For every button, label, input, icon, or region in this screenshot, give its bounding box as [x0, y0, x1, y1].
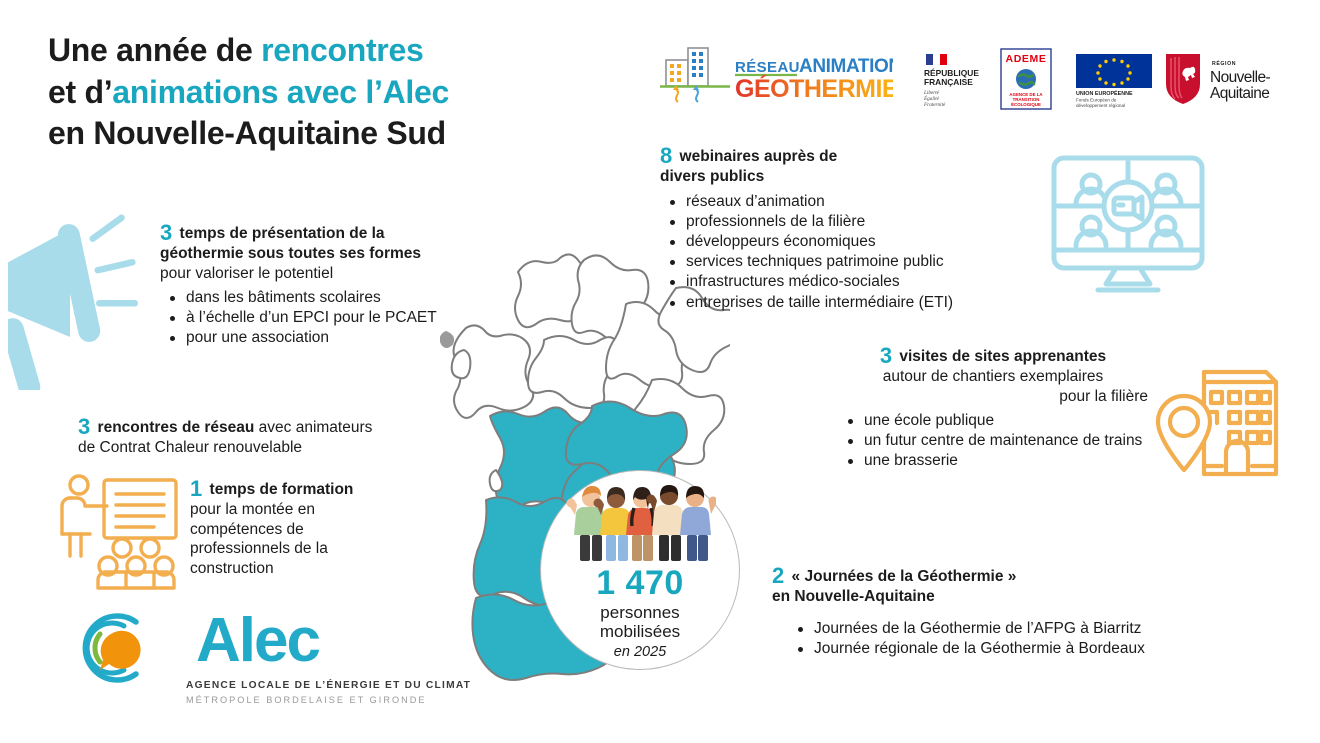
eu-flag-svg	[1068, 52, 1160, 108]
svg-text:RÉGION: RÉGION	[1212, 61, 1237, 67]
list-item: à l’échelle d’un EPCI pour le PCAET	[186, 308, 470, 327]
stat-label-line-1: personnes	[600, 603, 680, 622]
block-presentation-heading	[160, 222, 470, 264]
training-classroom-icon	[58, 470, 183, 592]
logo-union-europeenne	[1068, 52, 1160, 108]
list-item: réseaux d’animation	[686, 192, 1080, 211]
stat-number: 1 470	[596, 564, 684, 602]
svg-text:AGENCE DE LA: AGENCE DE LA	[1009, 92, 1043, 97]
list-item: une brasserie	[864, 451, 1148, 470]
logo-alec	[78, 606, 472, 718]
title-line-1-plain: Une année de	[48, 32, 262, 68]
list-item: une école publique	[864, 411, 1148, 430]
svg-text:FRANÇAISE: FRANÇAISE	[924, 77, 973, 87]
svg-text:Fonds Européen de: Fonds Européen de	[1076, 97, 1117, 103]
stat-year: en 2025	[613, 644, 667, 661]
logo-ademe	[1000, 48, 1052, 110]
block-reseau-heading-rest: rencontres de réseau	[93, 419, 255, 436]
svg-text:Égalité: Égalité	[924, 96, 939, 102]
block-visites-bullets	[838, 411, 1148, 471]
alec-wordmark: Alec	[196, 606, 319, 675]
block-reseau-sub: de Contrat Chaleur renouvelable	[78, 439, 303, 456]
svg-text:RÉPUBLIQUE: RÉPUBLIQUE	[924, 68, 979, 78]
logo-word-geothermie: GÉOTHERMIE	[735, 75, 893, 103]
block-presentation-heading-rest: temps de présentation de la	[175, 225, 385, 242]
block-formation-heading-rest: temps de formation	[205, 481, 354, 498]
svg-text:Fraternité: Fraternité	[924, 102, 946, 108]
block-presentation-heading-line2: géothermie sous toutes ses formes	[160, 245, 421, 262]
ademe-svg	[1000, 48, 1052, 110]
block-formation	[190, 478, 405, 578]
svg-text:développement régional: développement régional	[1076, 103, 1126, 108]
block-journees-number: 2	[772, 563, 785, 588]
list-item: pour une association	[186, 328, 470, 347]
stat-label-line-2: mobilisées	[599, 622, 681, 642]
block-formation-number: 1	[190, 476, 203, 501]
list-item: un futur centre de maintenance de trains	[864, 431, 1148, 450]
title-line-2-plain: et d’	[48, 73, 113, 110]
training-svg	[58, 470, 183, 592]
svg-text:ADEME: ADEME	[1005, 53, 1047, 65]
block-webinaires-heading-rest: webinaires auprès de	[675, 148, 838, 165]
list-item: Journées de la Géothermie de l’AFPG à Biarritz	[814, 619, 1252, 638]
block-formation-heading	[190, 478, 405, 500]
title-line-2	[48, 72, 608, 114]
logo-republique-francaise	[922, 52, 990, 108]
block-webinaires-heading	[660, 145, 1080, 187]
block-journees-geothermie	[772, 565, 1252, 659]
title-line-1	[48, 30, 608, 72]
block-presentation	[160, 222, 470, 349]
reseau-geothermie-logo-svg	[658, 42, 893, 104]
highlight-stat-circle	[540, 470, 740, 670]
block-reseau-heading	[78, 416, 458, 438]
alec-tagline-2: MÉTROPOLE BORDELAISE ET GIRONDE	[186, 695, 427, 705]
list-item: développeurs économiques	[686, 232, 1080, 251]
svg-text:Nouvelle-: Nouvelle-	[1210, 69, 1271, 86]
block-journees-bullets	[772, 619, 1252, 658]
block-visites-heading-rest: visites de sites apprenantes	[895, 348, 1107, 365]
block-webinaires	[660, 145, 1080, 313]
page-title	[48, 30, 608, 155]
block-webinaires-number: 8	[660, 143, 673, 168]
block-presentation-sub: pour valoriser le potentiel	[160, 264, 334, 282]
building-location-pin-icon	[1146, 356, 1291, 501]
logo-word-animation: ANIMATION	[799, 56, 893, 77]
list-item: entreprises de taille intermédiaire (ETI)	[686, 293, 1080, 312]
block-webinaires-heading-line2: divers publics	[660, 168, 765, 185]
logo-region-nouvelle-aquitaine	[1160, 50, 1278, 108]
block-webinaires-bullets	[660, 192, 1080, 312]
list-item: infrastructures médico-sociales	[686, 272, 1080, 291]
alec-tagline-1: AGENCE LOCALE DE L’ÉNERGIE ET DU CLIMAT	[186, 680, 472, 691]
block-journees-heading-rest: « Journées de la Géothermie »	[787, 568, 1017, 585]
block-visites-number: 3	[879, 343, 893, 368]
svg-text:ÉCOLOGIQUE: ÉCOLOGIQUE	[1011, 102, 1041, 107]
svg-text:TRANSITION: TRANSITION	[1012, 97, 1040, 102]
list-item: professionnels de la filière	[686, 212, 1080, 231]
megaphone-icon	[8, 205, 168, 390]
block-rencontres-reseau	[78, 416, 458, 458]
list-item: services techniques patrimoine public	[686, 252, 1080, 271]
block-visites-sub-2: pour la filière	[1059, 387, 1148, 405]
block-presentation-bullets	[160, 288, 470, 348]
list-item: dans les bâtiments scolaires	[186, 288, 470, 307]
block-journees-heading-line2: en Nouvelle-Aquitaine	[772, 588, 935, 605]
svg-text:UNION EUROPÉENNE: UNION EUROPÉENNE	[1076, 91, 1133, 97]
title-line-2-accent: animations avec l’Alec	[112, 73, 449, 110]
title-line-3: en Nouvelle-Aquitaine Sud	[48, 115, 446, 152]
svg-text:Aquitaine: Aquitaine	[1210, 85, 1270, 102]
list-item: Journée régionale de la Géothermie à Bordeaux	[814, 639, 1252, 658]
block-visites	[838, 345, 1148, 472]
megaphone-svg	[8, 205, 168, 390]
block-journees-heading	[772, 565, 1252, 607]
republique-francaise-svg	[922, 52, 990, 108]
alec-mark-icon	[78, 612, 188, 692]
building-pin-svg	[1146, 356, 1291, 501]
logo-word-reseau: RÉSEAU	[735, 59, 800, 76]
block-visites-sub-1: autour de chantiers exemplaires	[882, 368, 1104, 385]
logo-reseau-animation-geothermie	[658, 42, 893, 104]
block-reseau-number: 3	[78, 414, 91, 439]
title-line-1-accent: rencontres	[261, 32, 424, 68]
block-reseau-heading-tail: avec animateurs	[254, 419, 373, 436]
svg-text:Liberté: Liberté	[924, 90, 939, 96]
stat-label	[600, 603, 680, 641]
people-group-illustration	[564, 481, 716, 563]
region-na-svg	[1160, 50, 1278, 108]
block-visites-heading	[838, 345, 1148, 367]
block-formation-sub: pour la montée en compétences de professionnels de la construction	[190, 501, 328, 577]
block-presentation-number: 3	[160, 220, 173, 245]
